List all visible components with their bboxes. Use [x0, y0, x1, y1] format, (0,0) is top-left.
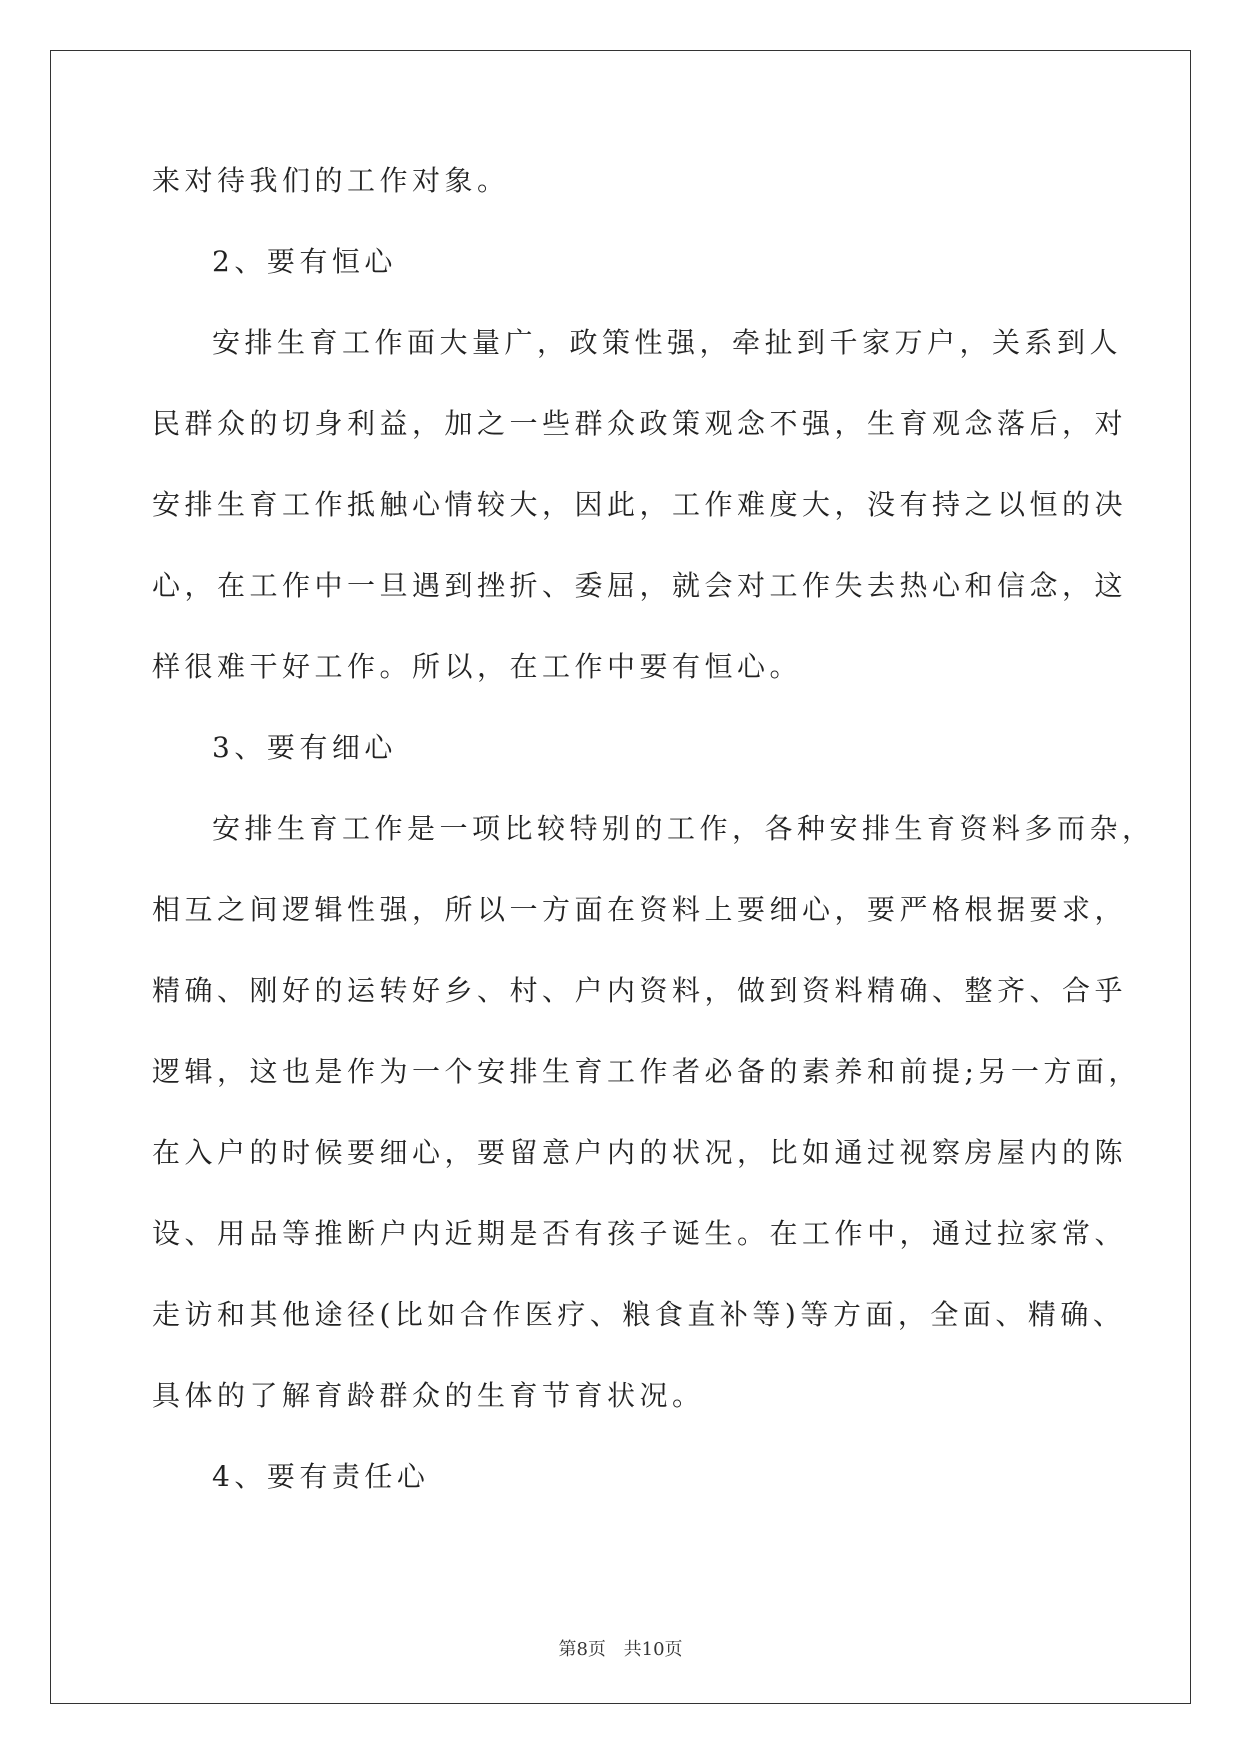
text-line: 心，在工作中一旦遇到挫折、委屈，就会对工作失去热心和信念，这 [152, 569, 1128, 602]
text-line: 来对待我们的工作对象。 [152, 164, 510, 197]
document-body [152, 160, 1155, 1537]
text-line: 安排生育工作面大量广，政策性强，牵扯到千家万户，关系到人 [212, 326, 1123, 359]
section-heading: 4、要有责任心 [212, 1460, 430, 1493]
text-line: 在入户的时候要细心，要留意户内的状况，比如通过视察房屋内的陈 [152, 1136, 1128, 1169]
text-line: 设、用品等推断户内近期是否有孩子诞生。在工作中，通过拉家常、 [152, 1217, 1128, 1250]
page-number: 第8页 [558, 1639, 606, 1660]
section-heading: 3、要有细心 [212, 731, 397, 764]
text-line: 相互之间逻辑性强，所以一方面在资料上要细心，要严格根据要求， [152, 893, 1128, 926]
section-heading: 2、要有恒心 [212, 245, 397, 278]
text-line: 走访和其他途径(比如合作医疗、粮食直补等)等方面，全面、精确、 [152, 1298, 1126, 1331]
text-line: 逻辑，这也是作为一个安排生育工作者必备的素养和前提;另一方面， [152, 1055, 1141, 1088]
text-line: 样很难干好工作。所以，在工作中要有恒心。 [152, 650, 803, 683]
text-line: 精确、刚好的运转好乡、村、户内资料，做到资料精确、整齐、合乎 [152, 974, 1128, 1007]
page-footer [0, 1635, 1241, 1661]
text-line: 安排生育工作是一项比较特别的工作，各种安排生育资料多而杂， [212, 812, 1155, 845]
text-line: 民群众的切身利益，加之一些群众政策观念不强，生育观念落后，对 [152, 407, 1128, 440]
text-line: 安排生育工作抵触心情较大，因此，工作难度大，没有持之以恒的决 [152, 488, 1128, 521]
page-total: 共10页 [623, 1639, 683, 1660]
text-line: 具体的了解育龄群众的生育节育状况。 [152, 1379, 705, 1412]
